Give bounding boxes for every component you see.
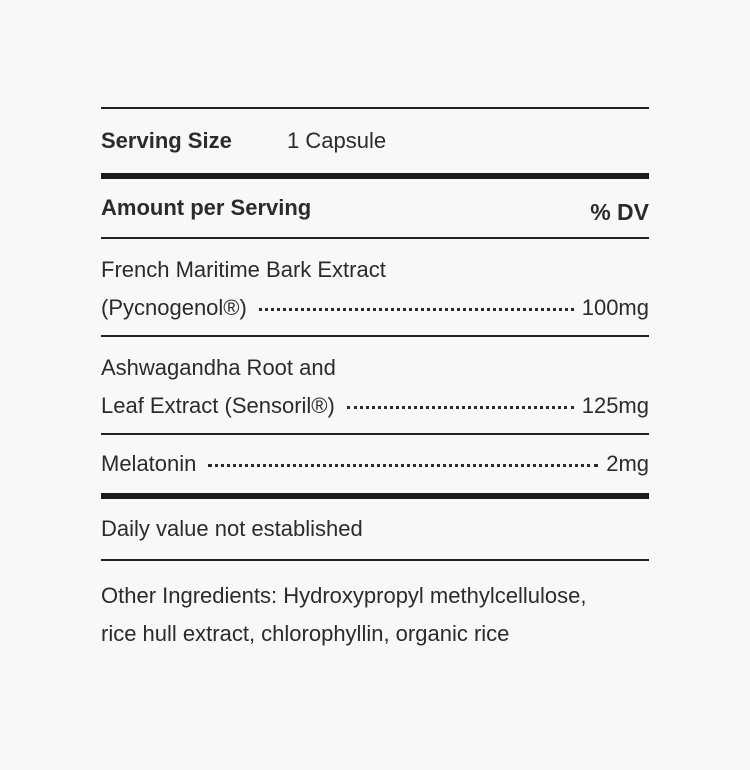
ingredient-row [101, 239, 649, 335]
supplement-facts-panel [101, 107, 649, 653]
dv-label: % DV [590, 198, 649, 225]
amount-per-serving-label: Amount per Serving [101, 195, 312, 220]
dot-leader [347, 406, 574, 409]
serving-size-value: 1 Capsule [287, 128, 387, 153]
ingredient-row [101, 435, 649, 493]
ingredient-name-line1: Ashwagandha Root and [101, 355, 336, 380]
ingredient-name-line1: French Maritime Bark Extract [101, 257, 386, 282]
dot-leader [208, 464, 598, 467]
serving-size-row [101, 109, 649, 173]
ingredient-name: Melatonin [101, 451, 197, 476]
serving-size-label: Serving Size [101, 128, 232, 153]
dot-leader [259, 308, 574, 311]
other-ingredients-line1: Other Ingredients: Hydroxypropyl methylcellulose, [101, 583, 587, 608]
ingredient-name-line2: (Pycnogenol®) [101, 295, 247, 320]
other-ingredients-line2: rice hull extract, chlorophyllin, organic rice [101, 621, 510, 646]
ingredient-amount: 100mg [581, 295, 649, 320]
ingredient-name-line2: Leaf Extract (Sensoril®) [101, 393, 335, 418]
ingredient-amount: 2mg [606, 451, 649, 476]
ingredient-amount: 125mg [581, 393, 649, 418]
ingredient-row [101, 337, 649, 433]
amount-header-row [101, 179, 649, 237]
daily-value-footnote: Daily value not established [101, 516, 363, 541]
other-ingredients [101, 561, 649, 653]
